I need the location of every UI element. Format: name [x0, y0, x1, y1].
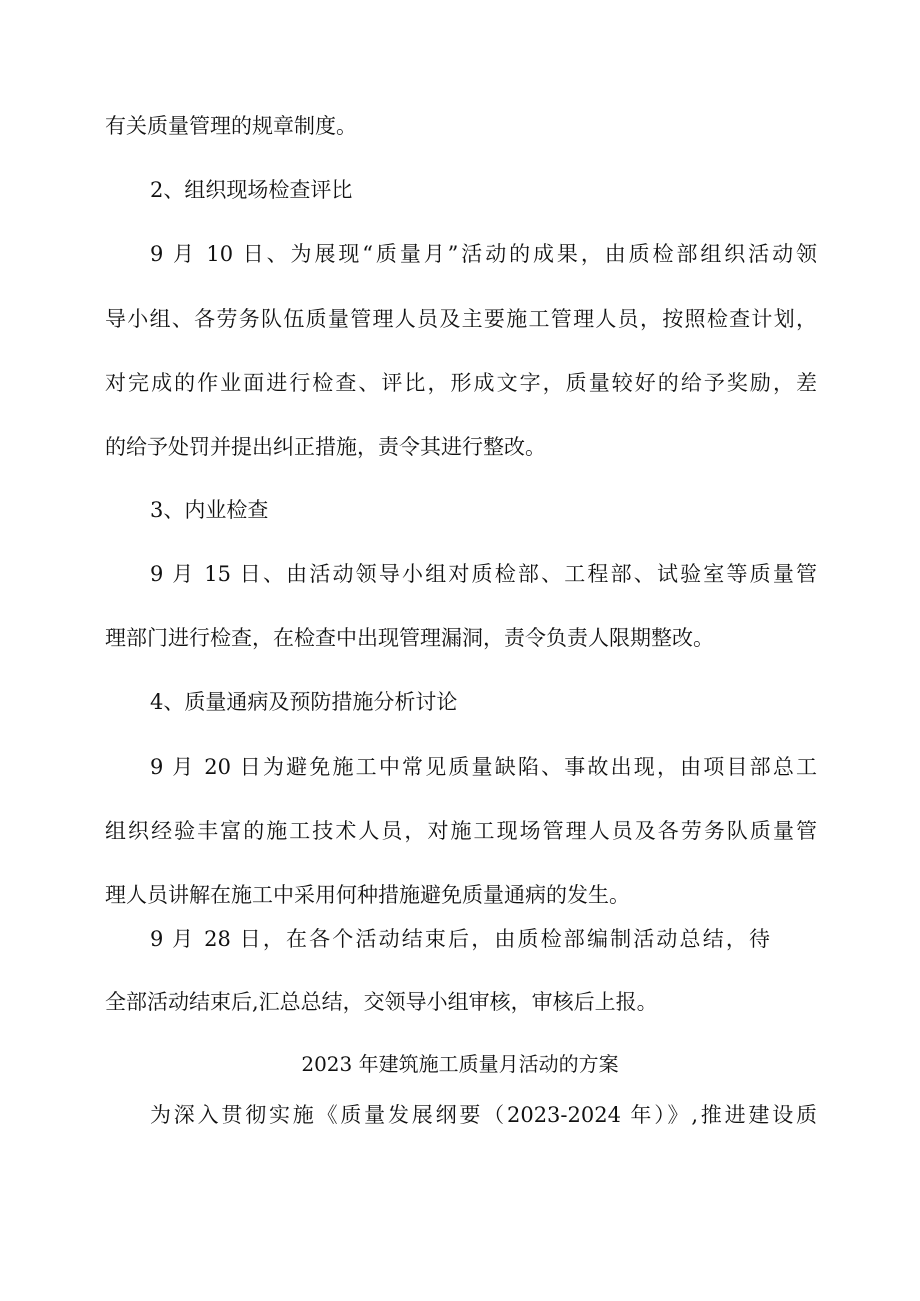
section-heading-4: 4、质量通病及预防措施分析讨论 — [150, 690, 458, 714]
paragraph-line: 9 月 15 日、由活动领导小组对质检部、工程部、试验室等质量管 — [150, 562, 817, 586]
paragraph-line: 理人员讲解在施工中采用何种措施避免质量通病的发生。 — [105, 883, 630, 907]
paragraph-line: 9 月 20 日为避免施工中常见质量缺陷、事故出现，由项目部总工 — [150, 755, 817, 779]
section-heading-3: 3、内业检查 — [150, 498, 269, 522]
paragraph-line: 导小组、各劳务队伍质量管理人员及主要施工管理人员，按照检查计划， — [105, 307, 817, 331]
paragraph-end-line: 有关质量管理的规章制度。 — [105, 114, 357, 138]
paragraph-line: 全部活动结束后,汇总总结，交领导小组审核，审核后上报。 — [105, 990, 658, 1014]
paragraph-line: 组织经验丰富的施工技术人员，对施工现场管理人员及各劳务队质量管 — [105, 819, 817, 843]
paragraph-line: 9 月 28 日，在各个活动结束后，由质检部编制活动总结，待 — [150, 927, 770, 951]
document-title: 2023 年建筑施工质量月活动的方案 — [301, 1052, 619, 1076]
section-heading-2: 2、组织现场检查评比 — [150, 178, 353, 202]
paragraph-line: 理部门进行检查，在检查中出现管理漏洞，责令负责人限期整改。 — [105, 626, 714, 650]
paragraph-line: 9 月 10 日、为展现“质量月”活动的成果，由质检部组织活动领 — [150, 242, 817, 266]
paragraph-line: 对完成的作业面进行检查、评比，形成文字，质量较好的给予奖励，差 — [105, 371, 817, 395]
paragraph-line: 为深入贯彻实施《质量发展纲要（2023-2024 年）》,推进建设质 — [150, 1103, 817, 1127]
paragraph-line: 的给予处罚并提出纠正措施，责令其进行整改。 — [105, 435, 546, 459]
